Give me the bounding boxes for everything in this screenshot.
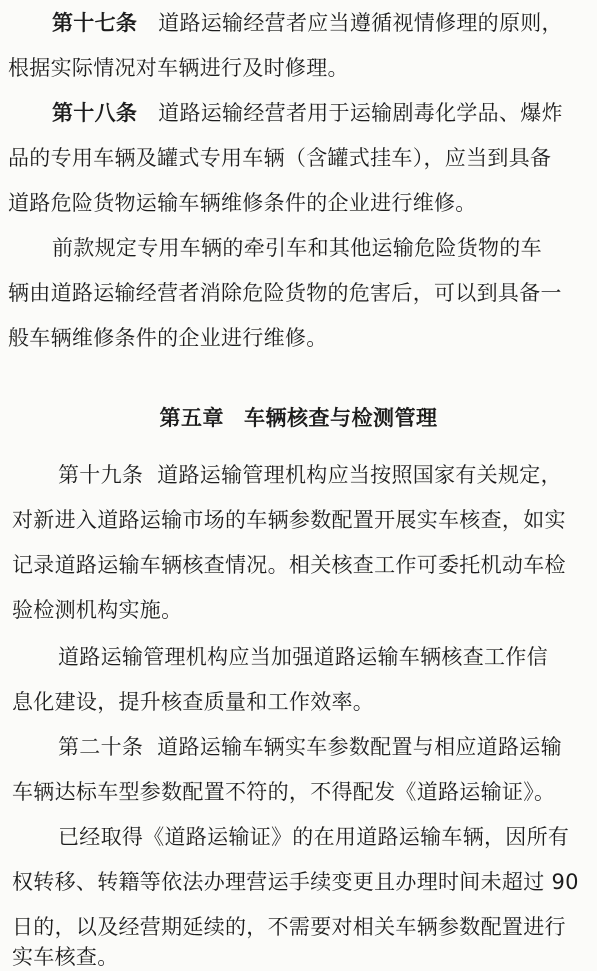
article-20-para2-line-1: 已经取得《道路运输证》的在用道路运输车辆，因所有 — [58, 825, 570, 849]
article-17-text-1: 道路运输经营者应当遵循视情修理的原则， — [158, 11, 563, 35]
article-18-label: 第十八条 — [52, 101, 138, 125]
chapter-number: 第五章 — [159, 406, 224, 430]
article-19-label: 第十九条 — [58, 463, 144, 487]
article-20-line-1 — [58, 734, 597, 760]
article-20-para2-line-2: 权转移、转籍等依法办理营运手续变更且办理时间未超过 90 — [12, 870, 579, 894]
article-20-para2-line-3: 日的，以及经营期延续的，不需要对相关车辆参数配置进行 — [12, 915, 566, 939]
article-19-line-1 — [58, 462, 597, 488]
article-18-line-1 — [52, 100, 597, 126]
article-18-line-2: 品的专用车辆及罐式专用车辆（含罐式挂车），应当到具备 — [8, 146, 552, 170]
article-19-text-1: 道路运输管理机构应当按照国家有关规定， — [157, 463, 562, 487]
article-18-para2-line-2: 辆由道路运输经营者消除危险货物的危害后，可以到具备一 — [8, 281, 562, 305]
article-19-line-3: 记录道路运输车辆核查情况。相关核查工作可委托机动车检 — [12, 553, 566, 577]
article-19-line-4: 验检测机构实施。 — [12, 598, 183, 622]
article-18-text-1: 道路运输经营者用于运输剧毒化学品、爆炸 — [158, 101, 563, 125]
article-20-label: 第二十条 — [58, 735, 144, 759]
chapter-title: 车辆核查与检测管理 — [244, 406, 438, 430]
article-18-line-3: 道路危险货物运输车辆维修条件的企业进行维修。 — [8, 191, 477, 215]
article-20-text-1: 道路运输车辆实车参数配置与相应道路运输 — [157, 735, 562, 759]
article-17-label: 第十七条 — [52, 11, 138, 35]
article-19-para2-line-2: 息化建设，提升核查质量和工作效率。 — [12, 690, 375, 714]
article-20-line-2: 车辆达标车型参数配置不符的，不得配发《道路运输证》。 — [12, 780, 556, 804]
article-19-para2-line-1: 道路运输管理机构应当加强道路运输车辆核查工作信 — [58, 645, 548, 669]
chapter-heading — [0, 405, 597, 431]
article-19-line-2: 对新进入道路运输市场的车辆参数配置开展实车核查，如实 — [12, 508, 566, 532]
article-17-line-1 — [52, 10, 597, 36]
article-20-para2-line-4: 实车核查。 — [12, 945, 119, 969]
article-18-para2-line-3: 般车辆维修条件的企业进行维修。 — [8, 326, 328, 350]
article-18-para2-line-1: 前款规定专用车辆的牵引车和其他运输危险货物的车 — [52, 236, 542, 260]
article-17-line-2: 根据实际情况对车辆进行及时修理。 — [8, 56, 349, 80]
